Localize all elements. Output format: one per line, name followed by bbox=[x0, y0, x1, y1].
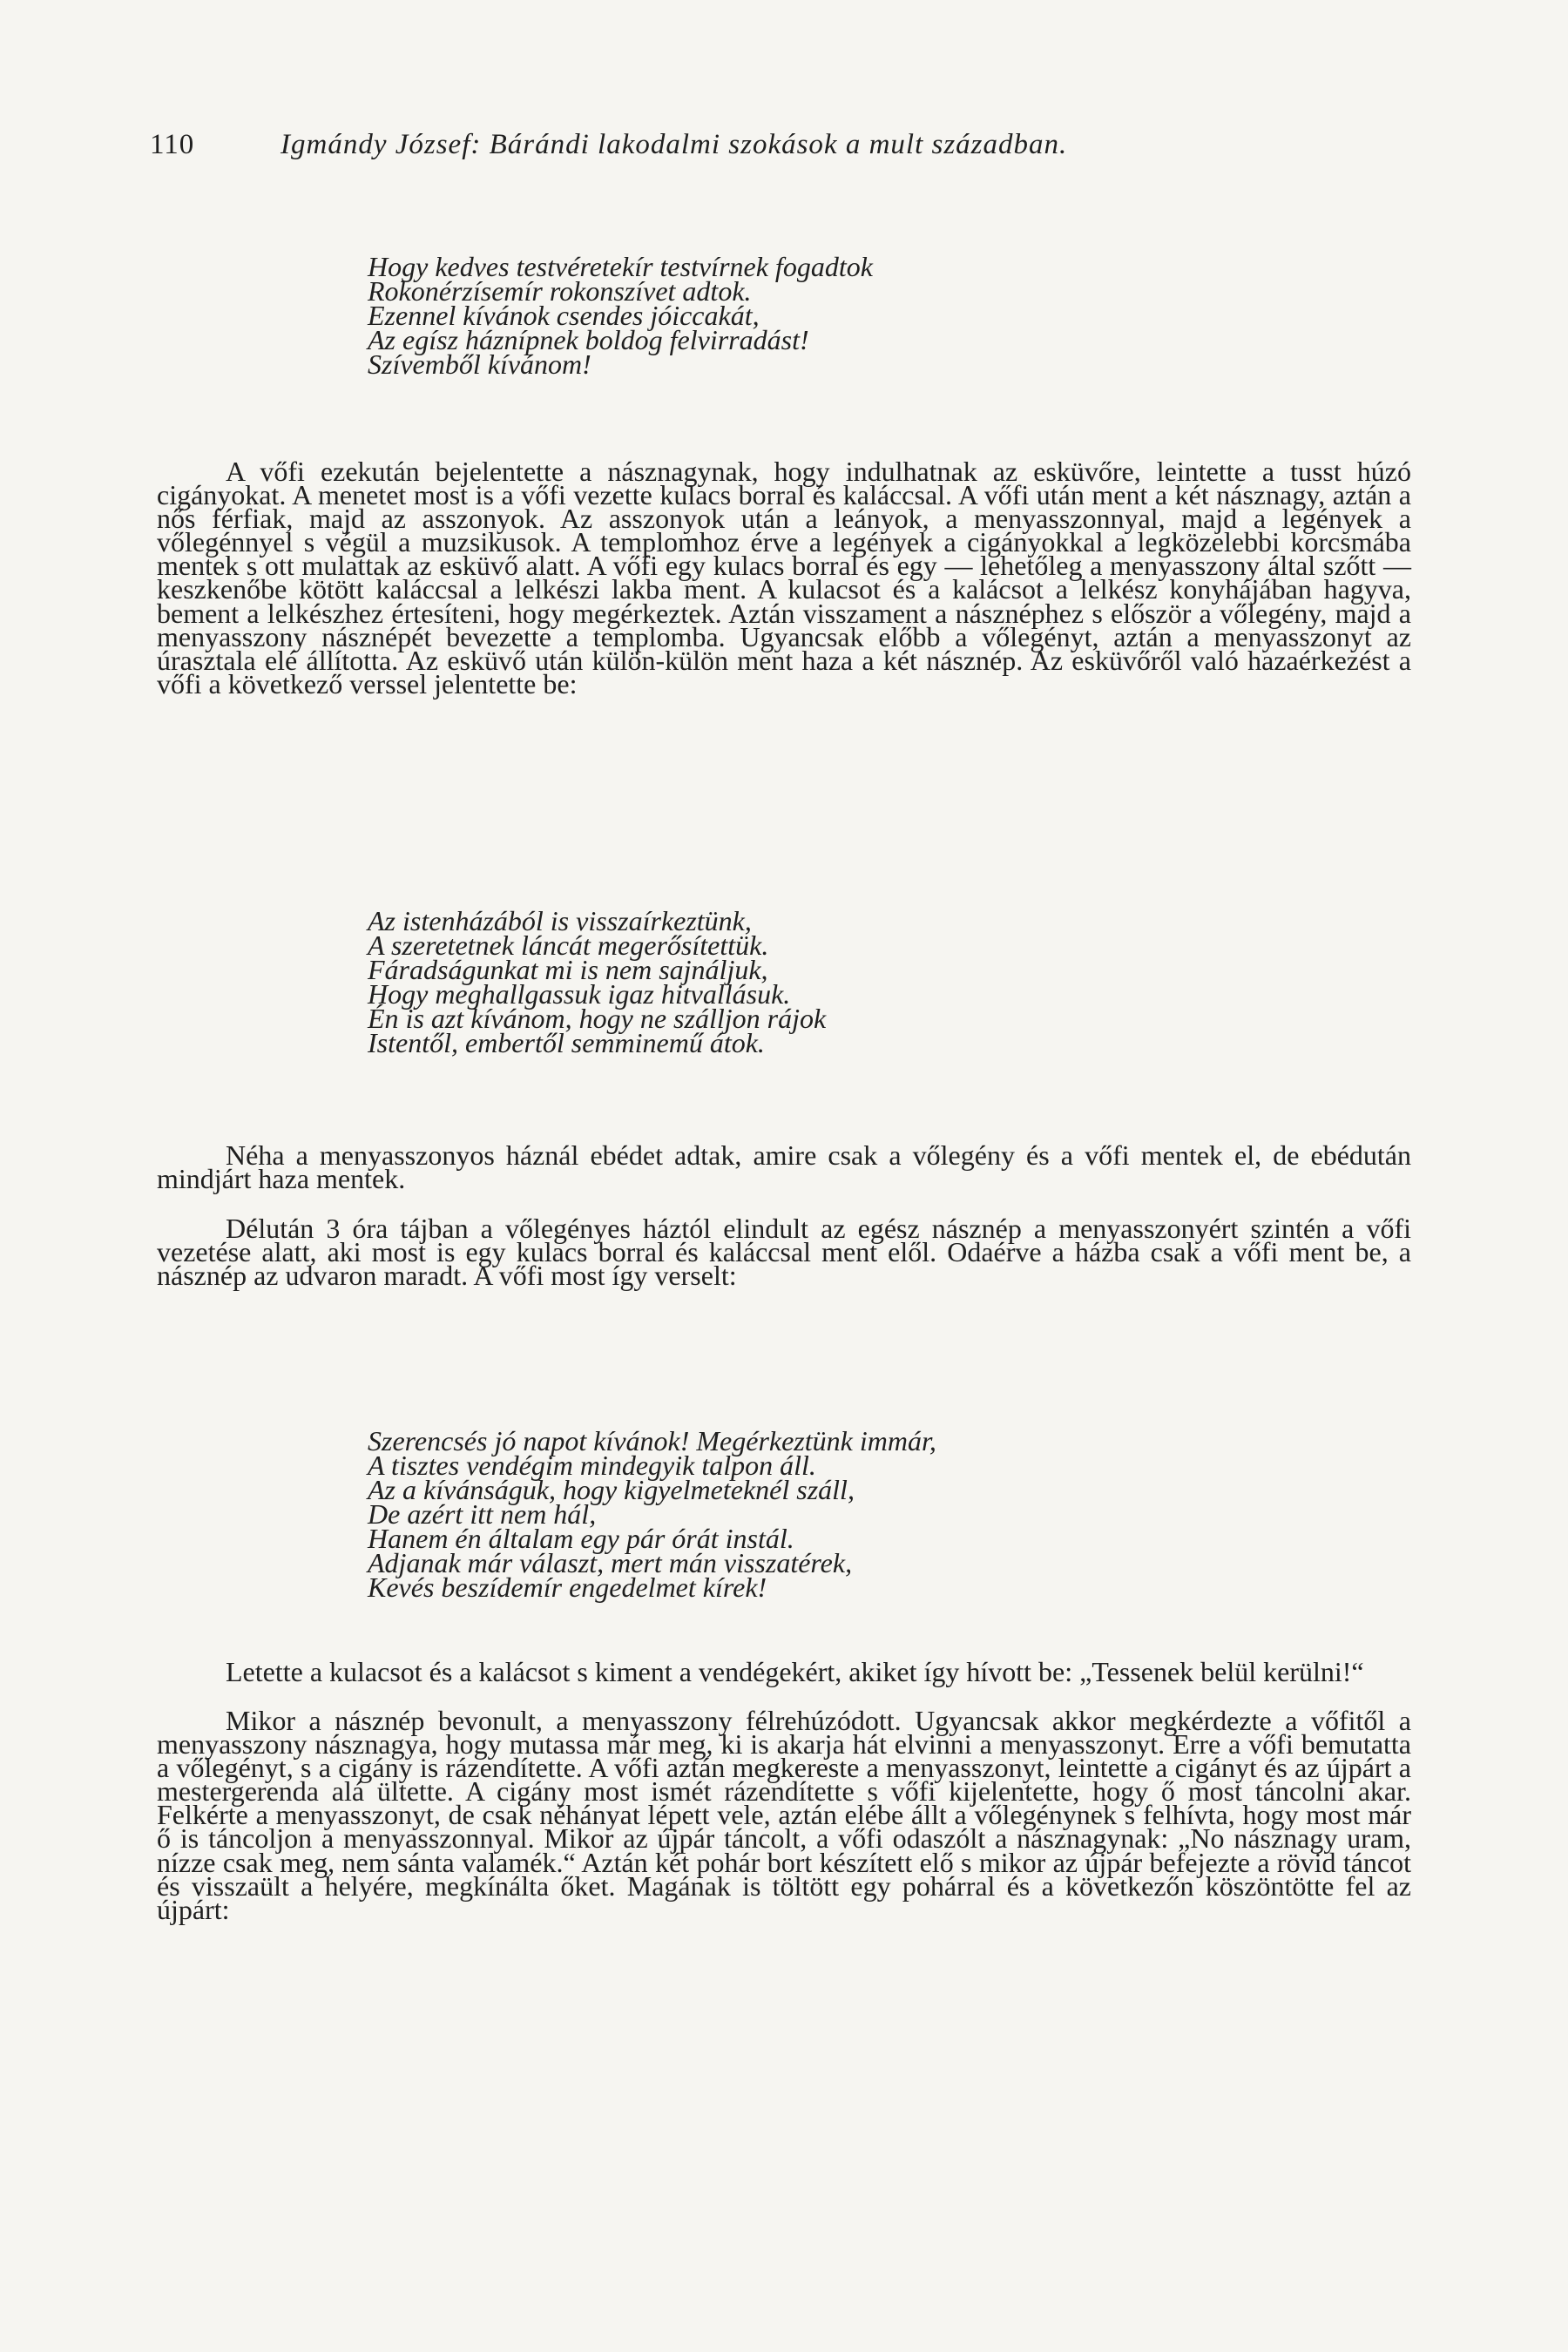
poem-line: Az istenházából is visszaírkeztünk, bbox=[368, 905, 752, 936]
poem-wedding-greeting bbox=[368, 251, 873, 380]
poem-line: Szerencsés jó napot kívánok! Megérkeztünk immár, bbox=[368, 1425, 936, 1456]
paragraph-afternoon: Délután 3 óra tájban a vőlegényes háztól elindult az egész násznép a menyasszonyért szintén a vőfi vezetése alatt, aki most is egy kulacs borral és kaláccsal ment elől. Odaérve a házba csak a vőfi ment be, a násznép az udvaron maradt. A vőfi most így verselt: bbox=[157, 1213, 1411, 1292]
poem-line: Hogy meghallgassuk igaz hitvallásuk. bbox=[368, 978, 791, 1010]
page-number: 110 bbox=[150, 129, 195, 160]
poem-line: Hanem én általam egy pár órát instál. bbox=[368, 1523, 794, 1554]
poem-line: Az egísz háznípnek boldog felvirradást! bbox=[368, 324, 809, 355]
poem-line: Én is azt kívánom, hogy ne szálljon rájok bbox=[368, 1003, 827, 1034]
running-title: Igmándy József: Bárándi lakodalmi szokások a mult században. bbox=[280, 129, 1068, 160]
poem-line: Rokonérzísemír rokonszívet adtok. bbox=[368, 275, 752, 307]
poem-line: Szívemből kívánom! bbox=[368, 348, 591, 380]
paragraph-dance: Mikor a násznép bevonult, a menyasszony félrehúzódott. Ugyancsak akkor megkérdezte a vőfitől a menyasszony násznagya, hogy mutassa már meg, ki is akarja hát elvinni a menyasszonyt. Erre a vőfi bemutatta a vőlegényt, s a cigány is rázendítette. A vőfi aztán megkereste a menyasszonyt, leintette a cigányt és az újpárt a mestergerenda alá ültette. A cigány most ismét rázendítette s vőfi kijelentette, hogy ő most táncolni akar. Felkérte a menyasszonyt, de csak néhányat lépett vele, aztán elébe állt a vőlegénynek s felhívta, hogy most már ő is táncoljon a menyasszonnyal. Mikor az újpár táncolt, a vőfi odaszólt a násznagynak: „No násznagy uram, nízze csak meg, nem sánta valamék.“ Aztán két pohár bort készített elő s mikor az újpár befejezte a rövid táncot és visszaült a helyére, megkínálta őket. Magának is töltött egy pohárral és a következőn köszöntötte fel az újpárt: bbox=[157, 1705, 1411, 1925]
poem-line: A szeretetnek láncát megerősítettük. bbox=[368, 929, 769, 961]
poem-church-return bbox=[368, 905, 827, 1058]
paragraph-invitation: Letette a kulacsot és a kalácsot s kiment a vendégekért, akiket így hívott be: „Tessenek belül kerülni!“ bbox=[226, 1656, 1364, 1687]
poem-line: Kevés beszídemír engedelmet kírek! bbox=[368, 1571, 767, 1603]
paragraph-wedding-procession: A vőfi ezekután bejelentette a násznagynak, hogy indulhatnak az esküvőre, leintette a tusst húzó cigányokat. A menetet most is a vőfi vezette kulacs borral és kaláccsal. A vőfi után ment a két násznagy, aztán a nős férfiak, majd az asszonyok. Az asszonyok után a leányok, a menyasszonnyal, majd a legények a vőlegénnyel s végül a muzsikusok. A templomhoz érve a legények a cigányokkal a legközelebbi korcsmába mentek s ott mulattak az esküvő alatt. A vőfi egy kulacs borral és egy — lehetőleg a menyasszony által szőtt — keszkenőbe kötött kaláccsal a lelkészi lakba ment. A kulacsot és a kalácsot a lelkész konyhájában hagyva, bement a lelkészhez értesíteni, hogy megérkeztek. Aztán visszament a násznéphez s először a vőlegény, majd a menyasszony násznépét bevezette a templomba. Ugyancsak előbb a vőlegényt, aztán a menyasszonyt az úrasztala elé állította. Az esküvő után külön-külön ment haza a két násznép. Az esküvőről való hazaérkezést a vőfi a következő verssel jelentette be: bbox=[157, 456, 1411, 700]
poem-line: Istentől, embertől semminemű átok. bbox=[368, 1027, 765, 1058]
poem-line: Adjanak már választ, mert mán visszatérek, bbox=[368, 1547, 853, 1578]
poem-line: Fáradságunkat mi is nem sajnáljuk, bbox=[368, 954, 768, 985]
paragraph-lunch: Néha a menyasszonyos háznál ebédet adtak, amire csak a vőlegény és a vőfi mentek el, de ebédután mindjárt haza mentek. bbox=[157, 1139, 1411, 1195]
poem-line: A tisztes vendégim mindegyik talpon áll. bbox=[368, 1450, 816, 1481]
page-header bbox=[150, 129, 1067, 161]
poem-line: Az a kívánságuk, hogy kigyelmeteknél száll, bbox=[368, 1474, 855, 1505]
poem-arrival bbox=[368, 1425, 936, 1603]
poem-line: Hogy kedves testvéretekír testvírnek fogadtok bbox=[368, 251, 873, 282]
poem-line: De azért itt nem hál, bbox=[368, 1498, 597, 1530]
poem-line: Ezennel kívánok csendes jóiccakát, bbox=[368, 300, 760, 331]
